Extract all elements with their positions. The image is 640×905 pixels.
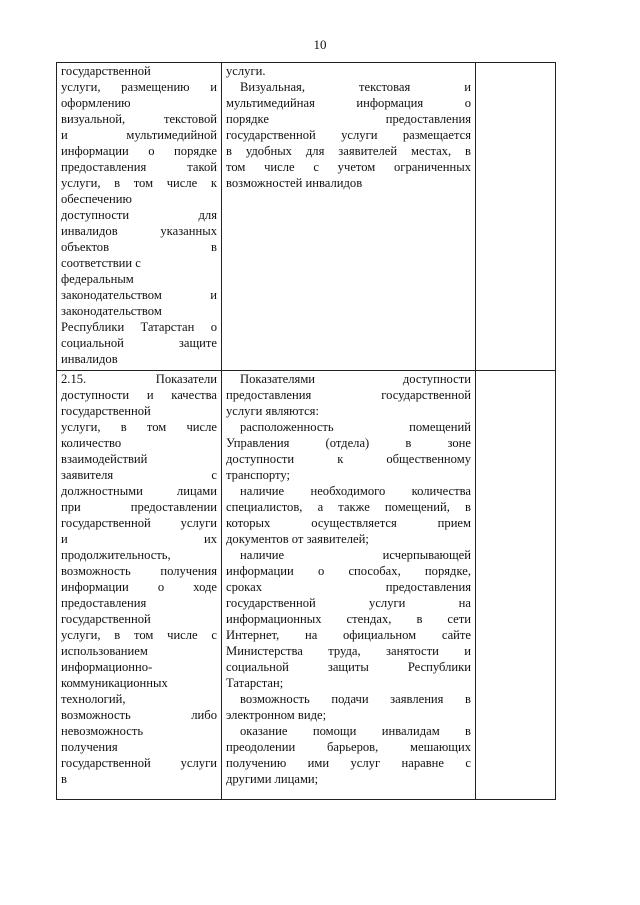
cell-text-line: услуги, в том числе — [61, 420, 217, 434]
cell-text-line: Визуальная, текстовая и — [240, 80, 471, 94]
cell-text-line: в удобных для заявителей местах, в — [226, 144, 471, 158]
cell-text-line: специалистов, а также помещений, в — [226, 500, 471, 514]
cell-text-line: порядке предоставления — [226, 112, 471, 126]
cell-text-line: должностными лицами — [61, 484, 217, 498]
cell-text-line: услуги. — [226, 64, 266, 78]
cell-text-line: социальной защите — [61, 336, 217, 350]
cell-text-line: Министерства труда, занятости и — [226, 644, 471, 658]
cell-text-line: том числе с учетом ограниченных — [226, 160, 471, 174]
cell-text-line: Показателями доступности — [240, 372, 471, 386]
cell-text-line: 2.15. Показатели — [61, 372, 217, 386]
cell-text-line: коммуникационных — [61, 676, 168, 690]
row1-col1-cell — [57, 63, 222, 371]
cell-text-line: Управления (отдела) в зоне — [226, 436, 471, 450]
cell-text-line: возможность либо — [61, 708, 217, 722]
cell-text-line: продолжительность, — [61, 548, 171, 562]
cell-text-line: доступности и качества — [61, 388, 217, 402]
cell-text-line: Республики Татарстан о — [61, 320, 217, 334]
cell-text-line: возможностей инвалидов — [226, 176, 363, 190]
cell-text-line: федеральным — [61, 272, 134, 286]
cell-text-line: при предоставлении — [61, 500, 217, 514]
cell-text-line: в — [61, 772, 67, 786]
cell-text-line: законодательством — [61, 304, 162, 318]
cell-text-line: транспорту; — [226, 468, 291, 482]
cell-text-line: расположенность помещений — [240, 420, 471, 434]
cell-text-line: социальной защиты Республики — [226, 660, 471, 674]
cell-text-line: государственной услуги на — [226, 596, 471, 610]
cell-text-line: услуги, в том числе с — [61, 628, 217, 642]
cell-text-line: объектов в — [61, 240, 217, 254]
row2-col1-cell — [57, 371, 222, 800]
row1-col3-cell — [476, 63, 556, 371]
cell-text-line: оказание помощи инвалидам в — [240, 724, 471, 738]
cell-text-line: информации о порядке — [61, 144, 217, 158]
cell-text-line: заявителя с — [61, 468, 217, 482]
cell-text-line: услуги являются: — [226, 404, 319, 418]
cell-text-line: предоставления — [61, 596, 147, 610]
cell-text-line: другими лицами; — [226, 772, 319, 786]
cell-text-line: доступности к общественному — [226, 452, 471, 466]
cell-text-line: и их — [61, 532, 217, 546]
row2-col2-cell — [222, 371, 476, 800]
cell-text-line: невозможность — [61, 724, 144, 738]
cell-text-line: инвалидов указанных — [61, 224, 217, 238]
cell-text-line: услуги, размещению и — [61, 80, 217, 94]
cell-text-line: услуги, в том числе к — [61, 176, 217, 190]
document-table — [56, 62, 556, 800]
cell-text-line: информационно- — [61, 660, 153, 674]
cell-text-line: инвалидов — [61, 352, 118, 366]
cell-text-line: обеспечению — [61, 192, 132, 206]
row1-col2-cell — [222, 63, 476, 371]
cell-text-line: предоставления такой — [61, 160, 217, 174]
page-number: 10 — [313, 37, 327, 52]
cell-text-line: возможность получения — [61, 564, 217, 578]
cell-text-line: возможность подачи заявления в — [240, 692, 471, 706]
cell-text-line: которых осуществляется прием — [226, 516, 471, 530]
cell-text-line: государственной услуги размещается — [226, 128, 471, 142]
cell-text-line: наличие исчерпывающей — [240, 548, 471, 562]
cell-text-line: информации о ходе — [61, 580, 217, 594]
cell-text-line: электронном виде; — [226, 708, 327, 722]
cell-text-line: взаимодействий — [61, 452, 148, 466]
cell-text-line: государственной — [61, 404, 151, 418]
cell-text-line: наличие необходимого количества — [240, 484, 471, 498]
cell-text-line: государственной услуги — [61, 516, 217, 530]
cell-text-line: законодательством и — [61, 288, 217, 302]
cell-text-line: мультимедийная информация о — [226, 96, 471, 110]
cell-text-line: оформлению — [61, 96, 131, 110]
cell-text-line: сроках предоставления — [226, 580, 471, 594]
cell-text-line: государственной — [61, 612, 151, 626]
cell-text-line: и мультимедийной — [61, 128, 217, 142]
cell-text-line: использованием — [61, 644, 148, 658]
cell-text-line: технологий, — [61, 692, 126, 706]
cell-text-line: количество — [61, 436, 122, 450]
table-row — [57, 371, 556, 800]
row2-col3-cell — [476, 371, 556, 800]
cell-text-line: визуальной, текстовой — [61, 112, 217, 126]
cell-text-line: Татарстан; — [226, 676, 284, 690]
cell-text-line: государственной услуги — [61, 756, 217, 770]
cell-text-line: Интернет, на официальном сайте — [226, 628, 471, 642]
cell-text-line: предоставления государственной — [226, 388, 471, 402]
cell-text-line: информации о способах, порядке, — [226, 564, 471, 578]
cell-text-line: получению ими услуг наравне с — [226, 756, 471, 770]
table-row — [57, 63, 556, 371]
cell-text-line: соответствии с — [61, 256, 141, 270]
cell-text-line: информационных стендах, в сети — [226, 612, 471, 626]
cell-text-line: получения — [61, 740, 118, 754]
cell-text-line: документов от заявителей; — [226, 532, 369, 546]
cell-text-line: доступности для — [61, 208, 217, 222]
cell-text-line: государственной — [61, 64, 151, 78]
cell-text-line: преодолении барьеров, мешающих — [226, 740, 471, 754]
